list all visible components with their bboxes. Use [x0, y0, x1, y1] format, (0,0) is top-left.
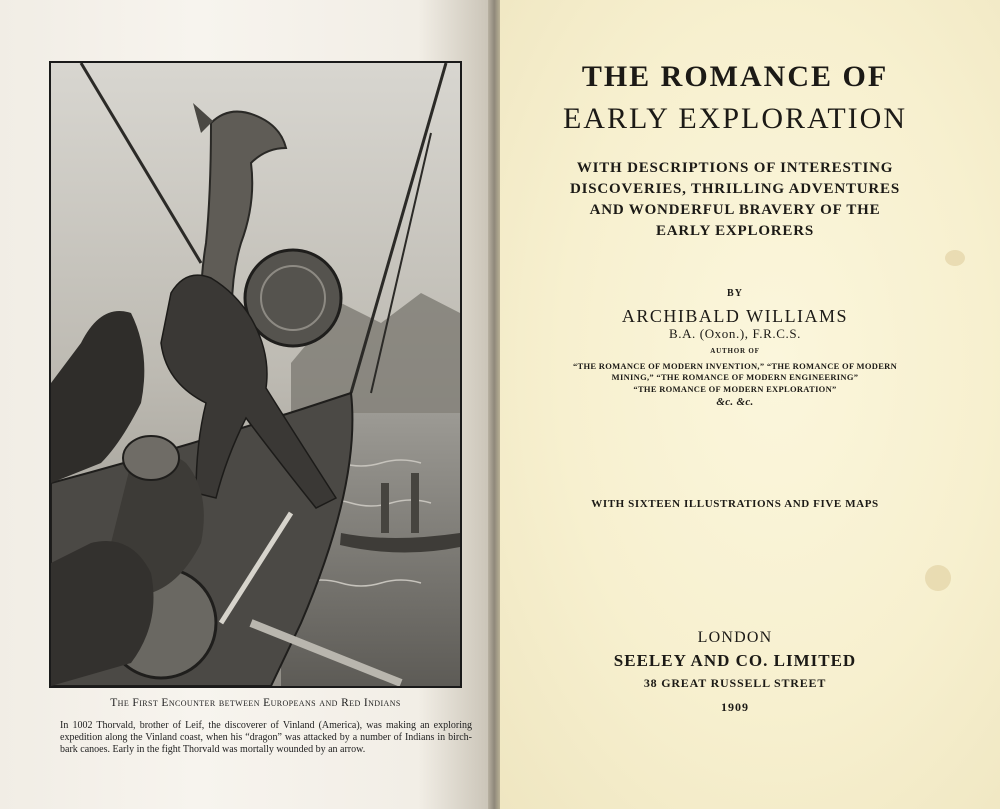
book-title-line2: EARLY EXPLORATION [562, 102, 908, 135]
other-works-line: MINING,” “THE ROMANCE OF MODERN ENGINEERING” [611, 372, 859, 382]
foxing-spot [925, 565, 951, 591]
title-page [500, 0, 1000, 809]
author-name: ARCHIBALD WILLIAMS [621, 306, 849, 326]
subtitle-line: EARLY EXPLORERS [655, 223, 814, 239]
plate-caption-body: In 1002 Thorvald, brother of Leif, the discoverer of Vinland (America), was making an exploring expedition along the Vinland coast, when his “dragon” was attacked by a number of Indians in birch-bark canoes. Early in the fight Thorvald was mortally wounded by an arrow. [60, 720, 472, 755]
illustrations-note: WITH SIXTEEN ILLUSTRATIONS AND FIVE MAPS [591, 498, 879, 510]
other-works-line: &c. &c. [716, 396, 754, 408]
frontispiece-illustration [49, 61, 462, 688]
book-title-line1: THE ROMANCE OF [581, 60, 889, 93]
plate-caption-title: The First Encounter between Europeans and Red Indians [110, 697, 401, 709]
publication-city: LONDON [697, 629, 773, 646]
publisher-name: SEELEY AND CO. LIMITED [613, 651, 857, 670]
author-degrees: B.A. (Oxon.), F.R.C.S. [668, 326, 802, 341]
publication-year: 1909 [721, 700, 749, 714]
frontispiece-page [0, 0, 492, 809]
other-works-line: “THE ROMANCE OF MODERN EXPLORATION” [633, 384, 837, 394]
subtitle-line: DISCOVERIES, THRILLING ADVENTURES [570, 181, 900, 197]
other-works-line: “THE ROMANCE OF MODERN INVENTION,” “THE ROMANCE OF MODERN [572, 361, 898, 371]
foxing-spot [945, 250, 965, 266]
viking-ship-engraving [51, 63, 460, 686]
by-label: BY [727, 288, 743, 299]
subtitle-line: AND WONDERFUL BRAVERY OF THE [589, 202, 881, 218]
subtitle-line: WITH DESCRIPTIONS OF INTERESTING [576, 160, 894, 176]
publisher-address: 38 GREAT RUSSELL STREET [643, 676, 827, 690]
author-of-label: AUTHOR OF [710, 347, 760, 355]
